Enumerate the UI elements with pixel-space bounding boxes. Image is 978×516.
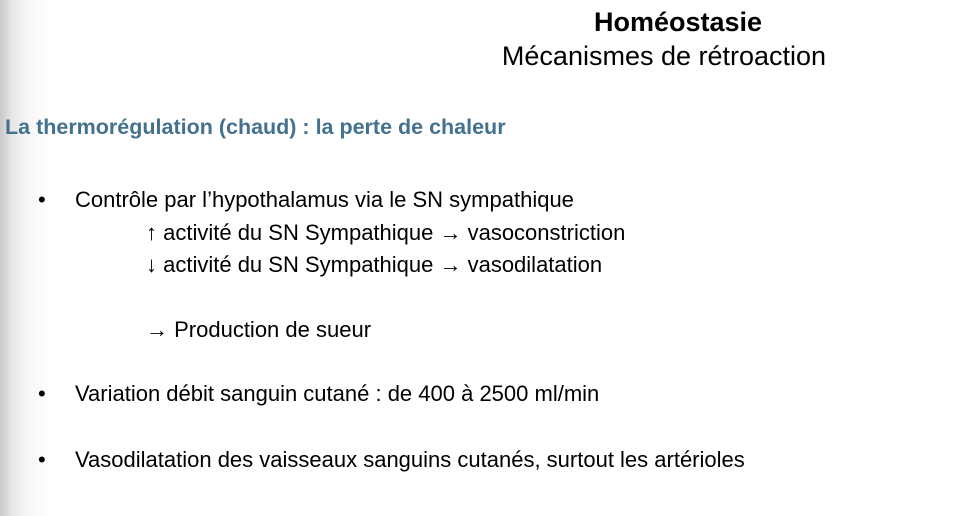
bullet-text-hypothalamus: Contrôle par l’hypothalamus via le SN sympathique (75, 187, 574, 212)
bullet-marker: • (38, 187, 46, 212)
page-subtitle: Mécanismes de rétroaction (501, 41, 827, 71)
slide-title (0, 5, 978, 73)
page-title: Homéostasie (593, 7, 763, 37)
bullet-text-blood-flow: Variation débit sanguin cutané : de 400 à 2500 ml/min (75, 381, 600, 406)
bullet-text-vasodilatation: Vasodilatation des vaisseaux sanguins cutanés, surtout les artérioles (75, 447, 745, 472)
subline-sympathetic-decrease: ↓ activité du SN Sympathique → vasodilatation (146, 252, 603, 277)
subline-sweat-production: → Production de sueur (146, 317, 372, 342)
bullet-marker: • (38, 447, 46, 472)
bullet-marker: • (38, 381, 46, 406)
section-heading: La thermorégulation (chaud) : la perte de chaleur (5, 115, 506, 139)
subline-sympathetic-increase: ↑ activité du SN Sympathique → vasoconstriction (146, 220, 626, 245)
